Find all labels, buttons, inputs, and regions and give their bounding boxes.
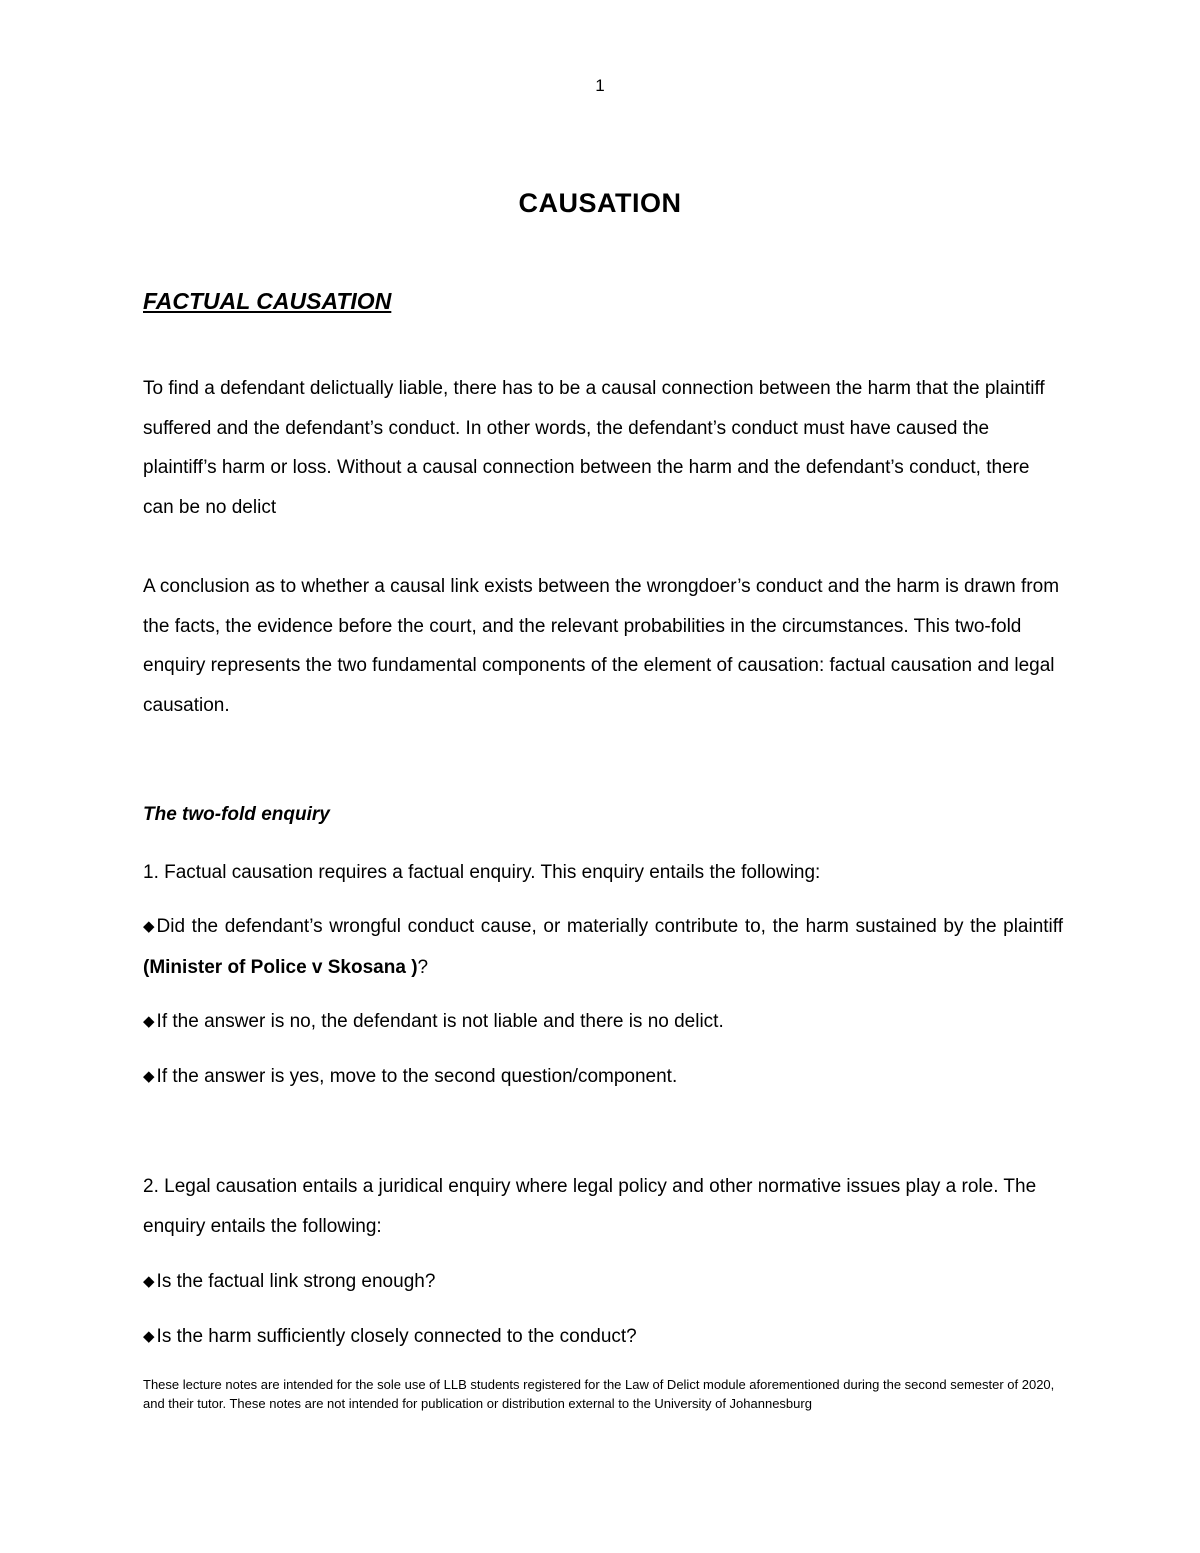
bullet-text: Is the factual link strong enough? xyxy=(156,1271,436,1292)
bullet-text: Is the harm sufficiently closely connected to the conduct? xyxy=(156,1326,637,1347)
factual-causation-intro: 1. Factual causation requires a factual enquiry. This enquiry entails the following: xyxy=(143,862,821,883)
legal-causation-intro: 2. Legal causation entails a juridical enquiry where legal policy and other normative issues play a role. The enquiry entails the following: xyxy=(143,1176,1037,1237)
document-title: CAUSATION xyxy=(518,188,682,218)
bullet-text-end: ? xyxy=(417,956,429,978)
footer-disclaimer: These lecture notes are intended for the sole use of LLB students registered for the Law of Delict module aforementioned during the second semester of 2020, and their tutor. These notes are not intended for publication or distribution external to the University of Johannesburg xyxy=(143,1377,1055,1411)
bullet-item-factual-1 xyxy=(143,907,1063,987)
section-heading-factual-causation: FACTUAL CAUSATION xyxy=(143,288,392,314)
bullet-item-legal-2 xyxy=(143,1317,1063,1358)
case-citation: (Minister of Police v Skosana ) xyxy=(143,956,418,978)
diamond-bullet-icon: ◆ xyxy=(143,1273,155,1290)
bullet-item-factual-2 xyxy=(143,1002,1063,1043)
bullet-text: If the answer is yes, move to the second question/component. xyxy=(156,1066,678,1087)
diamond-bullet-icon: ◆ xyxy=(143,918,155,935)
diamond-bullet-icon: ◆ xyxy=(143,1068,155,1085)
paragraph-causal-connection: To find a defendant delictually liable, there has to be a causal connection between the harm that the plaintiff suffered and the defendant’s conduct. In other words, the defendant’s conduct must have caused the plaintiff’s harm or loss. Without a causal connection between the harm and the defendant’s conduct, there can be no delict xyxy=(143,378,1045,518)
page-number: 1 xyxy=(595,76,605,95)
bullet-item-factual-3 xyxy=(143,1057,1063,1098)
diamond-bullet-icon: ◆ xyxy=(143,1328,155,1345)
paragraph-causal-link-conclusion: A conclusion as to whether a causal link exists between the wrongdoer’s conduct and the harm is drawn from the facts, the evidence before the court, and the relevant probabilities in the circumstances. This two-fold enquiry represents the two fundamental components of the element of causation: factual causation and legal causation. xyxy=(143,576,1060,716)
subheading-two-fold-enquiry: The two-fold enquiry xyxy=(143,804,330,825)
diamond-bullet-icon: ◆ xyxy=(143,1013,155,1030)
bullet-item-legal-1 xyxy=(143,1262,1063,1303)
bullet-text: If the answer is no, the defendant is not liable and there is no delict. xyxy=(156,1011,724,1032)
bullet-text: Did the defendant’s wrongful conduct cause, or materially contribute to, the harm sustained by the plaintiff xyxy=(156,916,1063,937)
